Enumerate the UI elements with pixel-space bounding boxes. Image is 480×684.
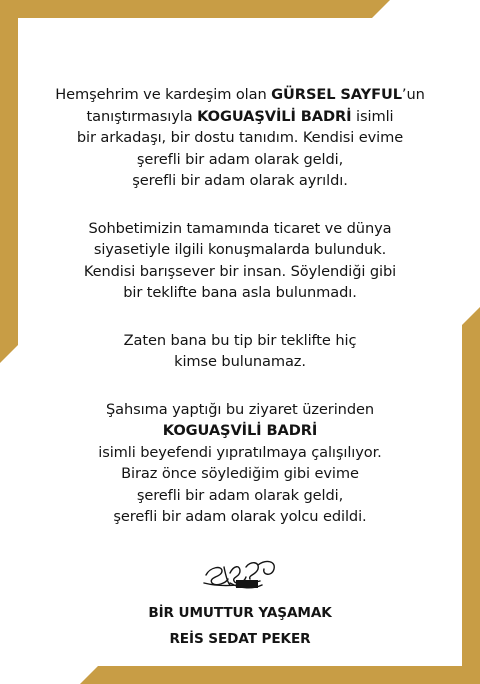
- paragraph: [28, 218, 452, 304]
- text-segment: siyasetiyle ilgili konuşmalarda bulunduk.: [93, 241, 387, 258]
- text-segment: Kendisi barışsever bir insan. Söylendiği gibi: [83, 262, 397, 280]
- text-line: [28, 218, 452, 240]
- text-segment: ’un: [401, 86, 425, 103]
- text-line: [28, 84, 452, 106]
- text-segment: isimli beyefendi yıpratılmaya çalışılıyor.: [98, 443, 382, 461]
- text-line: [28, 420, 452, 442]
- closing-block: [0, 600, 480, 652]
- text-line: [28, 282, 452, 304]
- text-segment: Sohbetimizin tamamında ticaret ve dünya: [88, 219, 392, 237]
- text-segment: isimli: [351, 107, 394, 125]
- statement-text: [28, 84, 452, 554]
- text-line: [28, 106, 452, 128]
- text-line: [28, 149, 452, 171]
- text-segment: şerefli bir adam olarak geldi,: [136, 486, 344, 504]
- text-line: [28, 506, 452, 528]
- text-segment: şerefli bir adam olarak yolcu edildi.: [113, 508, 367, 525]
- bold-name: GÜRSEL SAYFUL: [271, 86, 402, 103]
- text-line: [28, 463, 452, 485]
- paragraph: [28, 84, 452, 192]
- text-segment: bir arkadaşı, bir dostu tanıdım. Kendisi evime: [76, 129, 404, 146]
- bold-name: KOGUAŞVİLİ BADRİ: [162, 422, 318, 439]
- text-segment: bir teklifte bana asla bulunmadı.: [123, 284, 357, 301]
- text-segment: Şahsıma yaptığı bu ziyaret üzerinden: [105, 400, 375, 418]
- text-segment: kimse bulunamaz.: [174, 353, 306, 370]
- closing-slogan: BİR UMUTTUR YAŞAMAK: [148, 605, 332, 621]
- closing-signature-name: REİS SEDAT PEKER: [169, 631, 311, 647]
- text-segment: şerefli bir adam olarak geldi,: [136, 150, 344, 168]
- text-line: [28, 127, 452, 149]
- text-segment: Hemşehrim ve kardeşim olan: [55, 86, 272, 103]
- signature-icon: [200, 553, 284, 593]
- text-line: [28, 170, 452, 192]
- text-line: [28, 261, 452, 283]
- text-segment: şerefli bir adam olarak ayrıldı.: [132, 172, 348, 189]
- text-segment: Biraz önce söylediğim gibi evime: [121, 465, 359, 482]
- paragraph: [28, 399, 452, 528]
- text-line: [28, 442, 452, 464]
- bold-name: KOGUAŞVİLİ BADRİ: [197, 107, 352, 125]
- text-line: [28, 399, 452, 421]
- text-line: [28, 239, 452, 261]
- paragraph: [28, 330, 452, 373]
- text-line: [28, 351, 452, 373]
- text-line: [28, 330, 452, 352]
- text-segment: Zaten bana bu tip bir teklifte hiç: [123, 331, 357, 349]
- text-segment: tanıştırmasıyla: [86, 107, 198, 125]
- text-line: [28, 485, 452, 507]
